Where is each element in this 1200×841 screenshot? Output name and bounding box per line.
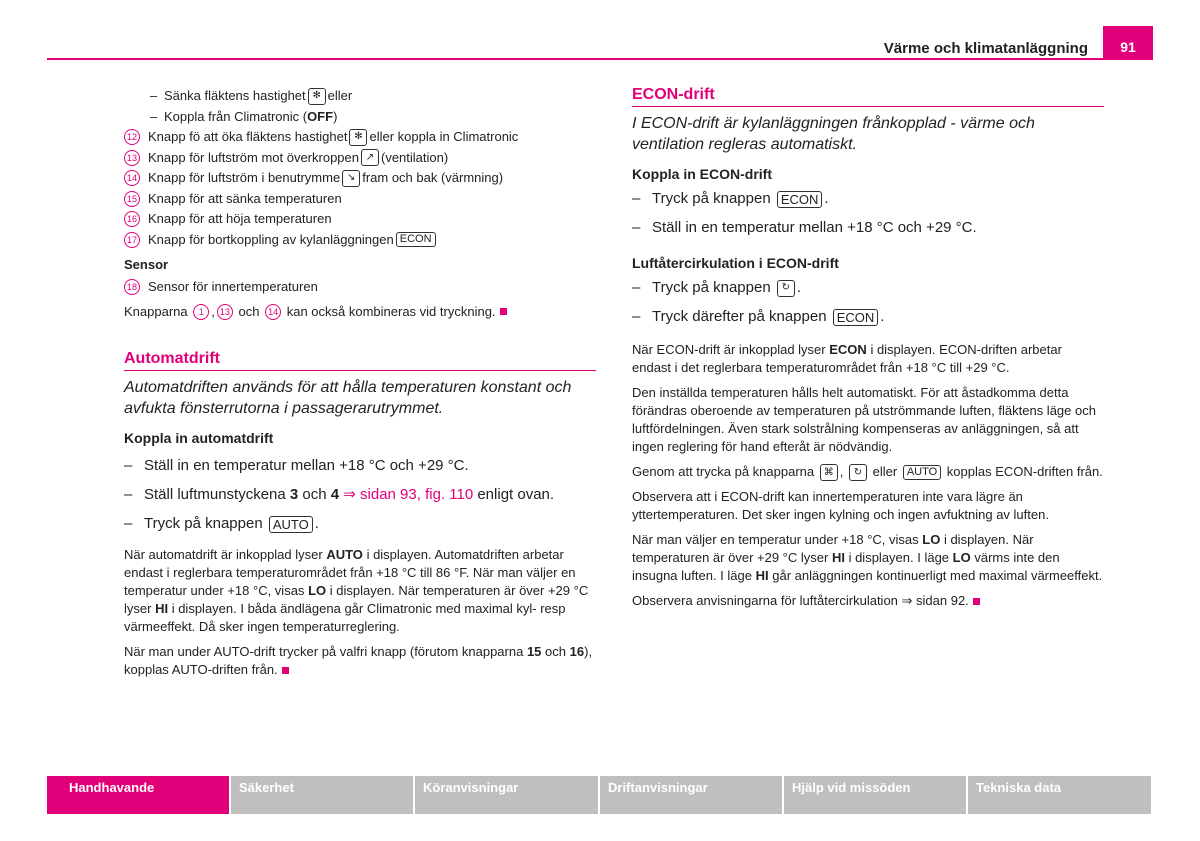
page-header-title: Värme och klimatanläggning <box>883 40 1088 57</box>
subheading: Koppla in ECON-drift <box>632 166 772 182</box>
paragraph: Genom att trycka på knapparna ⌘ , ↻ eller AUTO kopplas ECON-driften från. <box>632 463 1104 481</box>
list-item: 17 Knapp för bortkoppling av kylanläggningen ECON <box>124 230 596 251</box>
end-marker <box>973 598 980 605</box>
econ-key: ECON <box>833 309 879 326</box>
subheading: Luftåtercirkulation i ECON-drift <box>632 255 839 271</box>
section-intro: I ECON-drift är kylanläggningen frånkopplad - värme och ventilation regleras automatiskt. <box>632 115 1035 153</box>
sub-item: – Koppla från Climatronic ( OFF ) <box>150 108 338 124</box>
vent-icon: ↗ <box>361 149 379 166</box>
end-marker <box>282 667 289 674</box>
paragraph: När ECON-drift är inkopplad lyser ECON i displayen. ECON-driften arbetar endast i det reglerbara temperaturområdet från +18 °C till +29 °C. <box>632 342 1062 375</box>
list-item: 15 Knapp för att sänka temperaturen <box>124 189 596 210</box>
fan-icon: ✻ <box>349 129 367 146</box>
auto-key: AUTO <box>269 516 313 533</box>
sensor-heading: Sensor <box>124 257 169 272</box>
tab-sakerhet[interactable]: Säkerhet <box>231 776 413 814</box>
foot-icon: ↘ <box>342 170 360 187</box>
list-item: 13 Knapp för luftström mot överkroppen ↗ (ventilation) <box>124 148 596 169</box>
paragraph: När man under AUTO-drift trycker på valfri knapp (förutom knapparna 15 och 16), kopplas AUTO-driften från. <box>124 644 593 677</box>
fan-icon: ✻ <box>308 88 326 105</box>
sub-item: – Sänka fläktens hastighet ✻ eller <box>150 88 353 104</box>
paragraph: Observera anvisningarna för luftåtercirkulation ⇒ sidan 92. <box>632 592 1104 610</box>
list-item: 16 Knapp för att höja temperaturen <box>124 209 596 230</box>
step: – Ställ in en temperatur mellan +18 °C och +29 °C. <box>124 457 469 474</box>
econ-key: ECON <box>396 232 436 247</box>
left-column <box>124 86 596 679</box>
combine-note: Knapparna 1 , 13 och 14 kan också kombineras vid tryckning. <box>124 302 596 323</box>
right-column <box>632 86 1104 610</box>
step: – Ställ luftmunstyckena 3 och 4 ⇒ sidan 93, fig. 110 enligt ovan. <box>124 486 555 503</box>
section-intro: Automatdriften används för att hålla temperaturen konstant och avfukta fönsterrutorna i passagerarutrymmet. <box>124 379 572 417</box>
tab-handhavande[interactable]: Handhavande <box>47 776 229 814</box>
recirculation-icon: ↻ <box>777 280 795 297</box>
end-marker <box>500 308 507 315</box>
paragraph: När man väljer en temperatur under +18 °C, visas LO i displayen. När temperaturen är över +29 °C lyser HI i displayen. I läge LO värms inte den insugna luften. I läge HI går anläggningen kontinuerligt med maximal värmeeffekt. <box>632 532 1103 584</box>
tab-koranvisningar[interactable]: Köranvisningar <box>415 776 598 814</box>
econ-key: ECON <box>777 191 823 208</box>
step: – Tryck på knappen AUTO . <box>124 515 319 532</box>
step: – Ställ in en temperatur mellan +18 °C och +29 °C. <box>632 219 977 236</box>
section-title: Automatdrift <box>124 350 596 371</box>
tab-tekniska-data[interactable]: Tekniska data <box>968 776 1151 814</box>
page-link[interactable]: ⇒ sidan 93, fig. 110 <box>343 486 474 503</box>
defrost-icon: ⌘ <box>820 464 838 481</box>
step: – Tryck därefter på knappen ECON . <box>632 308 885 325</box>
tab-driftanvisningar[interactable]: Driftanvisningar <box>600 776 782 814</box>
step: – Tryck på knappen ECON . <box>632 190 829 207</box>
step: – Tryck på knappen ↻ . <box>632 279 802 296</box>
header-rule <box>47 58 1153 60</box>
automatdrift-section <box>124 350 596 679</box>
tab-hjalp[interactable]: Hjälp vid missöden <box>784 776 966 814</box>
list-item: 12 Knapp fö att öka fläktens hastighet ✻ eller koppla in Climatronic <box>124 127 596 148</box>
section-title: ECON-drift <box>632 86 1104 107</box>
page-number: 91 <box>1103 26 1153 60</box>
subheading: Koppla in automatdrift <box>124 430 274 446</box>
paragraph: Den inställda temperaturen hålls helt automatiskt. För att åstadkomma detta förändras oberoende av temperaturen på utströmmande luften, fläktens läge och luftfördelningen. Även stark solstrålning kompenseras av anläggningen, så att ingen reglering för hand efteråt är nödvändig. <box>632 385 1096 454</box>
list-item: 18 Sensor för innertemperaturen <box>124 277 596 298</box>
auto-key: AUTO <box>903 465 941 480</box>
footer-nav <box>47 776 1151 814</box>
paragraph: När automatdrift är inkopplad lyser AUTO i displayen. Automatdriften arbetar endast i reglerbara temperaturområdet från +18 °C till 86 °F. När man väljer en temperatur under +18 °C, visas LO i displayen. När temperaturen är över +29 °C lyser HI i displayen. I båda ändlägena går Climatronic med maximal kyl- resp värmeeffekt. Då sker ingen temperaturreglering. <box>124 547 589 634</box>
list-item: 14 Knapp för luftström i benutrymme ↘ fram och bak (värmning) <box>124 168 596 189</box>
recirculation-icon: ↻ <box>849 464 867 481</box>
paragraph: Observera att i ECON-drift kan innertemperaturen inte vara lägre än yttertemperaturen. Det sker ingen kylning och ingen avfuktning av luften. <box>632 489 1049 523</box>
